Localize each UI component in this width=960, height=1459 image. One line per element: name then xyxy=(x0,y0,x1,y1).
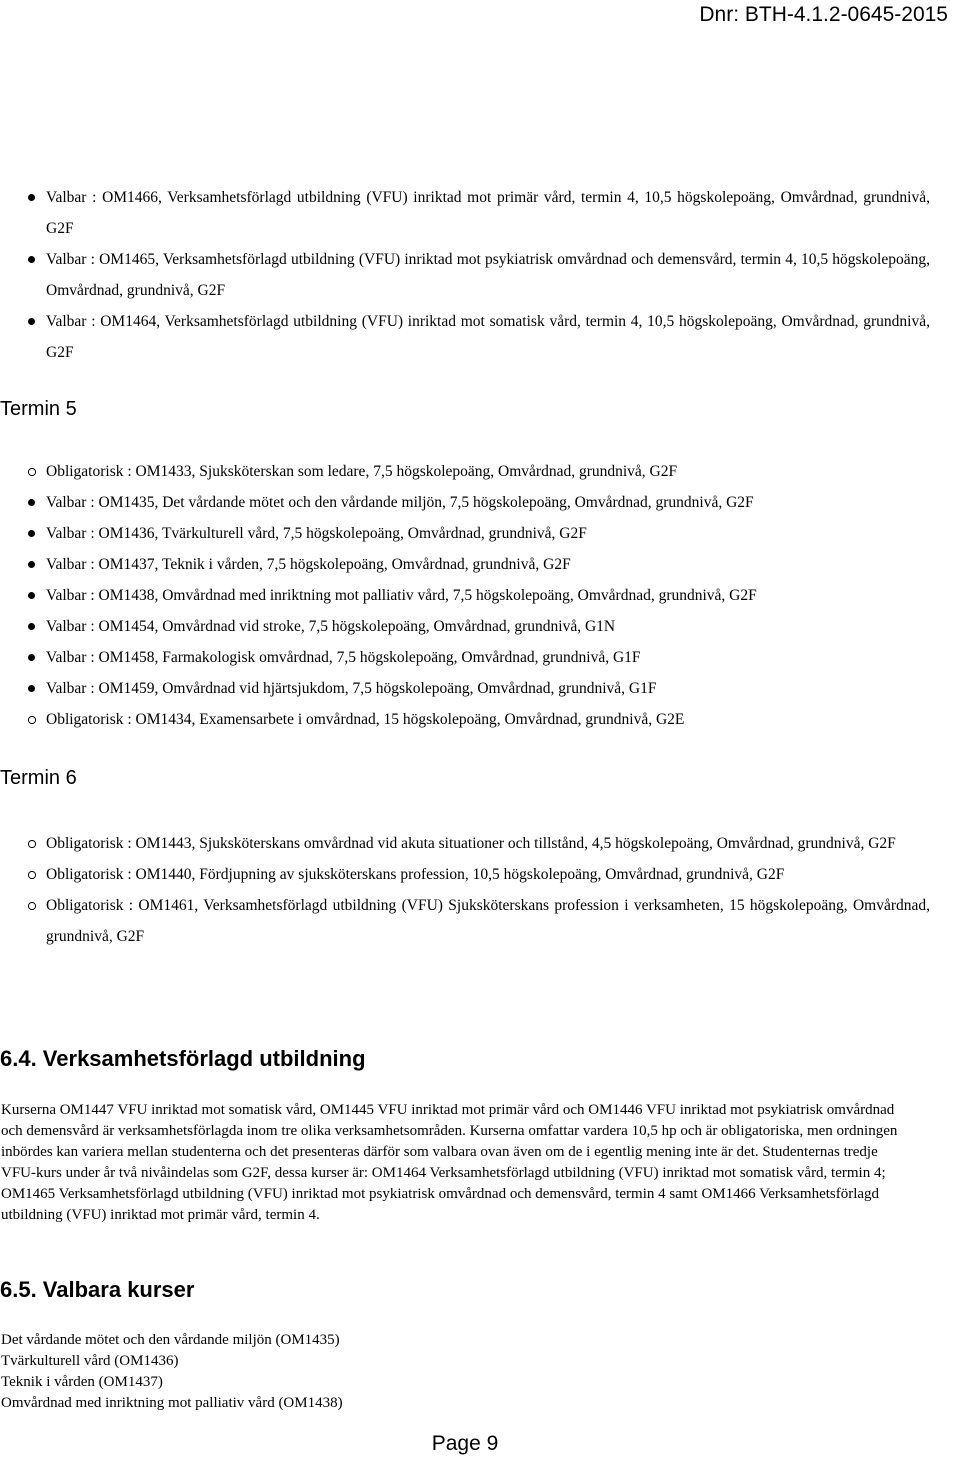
bullet-icon xyxy=(28,902,36,910)
list-item: Valbar : OM1458, Farmakologisk omvårdnad, 7,5 högskolepoäng, Omvårdnad, grundnivå, G1F xyxy=(0,642,930,673)
list-item: Omvårdnad med inriktning mot palliativ vård (OM1438) xyxy=(1,1395,343,1411)
elective-course-list xyxy=(1,1330,913,1414)
bullet-icon xyxy=(28,561,35,568)
list-item: Valbar : OM1454, Omvårdnad vid stroke, 7,5 högskolepoäng, Omvårdnad, grundnivå, G1N xyxy=(0,611,930,642)
list-item: Obligatorisk : OM1461, Verksamhetsförlagd utbildning (VFU) Sjuksköterskans profession i verksamheten, 15 högskolepoäng, Omvårdnad, grundnivå, G2F xyxy=(0,890,930,952)
bullet-icon xyxy=(28,592,35,599)
list-item: Valbar : OM1459, Omvårdnad vid hjärtsjukdom, 7,5 högskolepoäng, Omvårdnad, grundnivå, G1F xyxy=(0,673,930,704)
document-number: Dnr: BTH-4.1.2-0645-2015 xyxy=(699,3,948,26)
list-item: Valbar : OM1464, Verksamhetsförlagd utbildning (VFU) inriktad mot somatisk vård, termin 4, 10,5 högskolepoäng, Omvårdnad, grundnivå, G2F xyxy=(0,306,930,368)
bullet-icon xyxy=(28,499,35,506)
list-item: Valbar : OM1435, Det vårdande mötet och den vårdande miljön, 7,5 högskolepoäng, Omvårdnad, grundnivå, G2F xyxy=(0,487,930,518)
list-item: Obligatorisk : OM1443, Sjuksköterskans omvårdnad vid akuta situationer och tillstånd, 4,5 högskolepoäng, Omvårdnad, grundnivå, G2F xyxy=(0,828,930,859)
list-item: Obligatorisk : OM1440, Fördjupning av sjuksköterskans profession, 10,5 högskolepoäng, Omvårdnad, grundnivå, G2F xyxy=(0,859,930,890)
list-item: Det vårdande mötet och den vårdande miljön (OM1435) xyxy=(1,1332,340,1348)
list-item: Valbar : OM1438, Omvårdnad med inriktning mot palliativ vård, 7,5 högskolepoäng, Omvårdnad, grundnivå, G2F xyxy=(0,580,930,611)
bullet-icon xyxy=(28,840,36,848)
list-item: Valbar : OM1466, Verksamhetsförlagd utbildning (VFU) inriktad mot primär vård, termin 4, 10,5 högskolepoäng, Omvårdnad, grundnivå, G2F xyxy=(0,182,930,244)
list-item: Teknik i vården (OM1437) xyxy=(1,1374,163,1390)
list-item: Valbar : OM1465, Verksamhetsförlagd utbildning (VFU) inriktad mot psykiatrisk omvårdnad och demensvård, termin 4, 10,5 högskolepoäng, Omvårdnad, grundnivå, G2F xyxy=(0,244,930,306)
list-item: Obligatorisk : OM1433, Sjuksköterskan som ledare, 7,5 högskolepoäng, Omvårdnad, grundnivå, G2F xyxy=(0,456,930,487)
bullet-icon xyxy=(28,685,35,692)
termin-5-heading: Termin 5 xyxy=(0,398,77,420)
bullet-icon xyxy=(28,194,35,201)
bullet-icon xyxy=(28,716,36,724)
bullet-icon xyxy=(28,871,36,879)
bullet-icon xyxy=(28,623,35,630)
bullet-icon xyxy=(28,468,36,476)
section-6-4-paragraph: Kurserna OM1447 VFU inriktad mot somatisk vård, OM1445 VFU inriktad mot primär vård och OM1446 VFU inriktad mot psykiatrisk omvårdnad och demensvård är verksamhetsförlagda inom tre olika verksamhetsområden. Kurserna omfattar vardera 10,5 hp och är obligatoriska, men ordningen inbördes kan variera mellan studenterna och det presenteras därför som valbara ovan även om de i egentlig mening inte är det. Studenternas tredje VFU-kurs under år två nivåindelas som G2F, dessa kurser är: OM1464 Verksamhetsförlagd utbildning (VFU) inriktad mot somatisk vård, termin 4; OM1465 Verksamhetsförlagd utbildning (VFU) inriktad mot psykiatrisk omvårdnad och demensvård, termin 4 samt OM1466 Verksamhetsförlagd utbildning (VFU) inriktad mot primär vård, termin 4. xyxy=(1,1102,898,1223)
bullet-icon xyxy=(28,318,35,325)
course-list-termin-5 xyxy=(0,456,930,735)
bullet-icon xyxy=(28,654,35,661)
course-list-termin-4 xyxy=(0,182,930,368)
bullet-icon xyxy=(28,530,35,537)
list-item: Tvärkulturell vård (OM1436) xyxy=(1,1353,179,1369)
list-item: Obligatorisk : OM1434, Examensarbete i omvårdnad, 15 högskolepoäng, Omvårdnad, grundnivå, G2E xyxy=(0,704,930,735)
course-list-termin-6 xyxy=(0,828,930,952)
section-6-5-heading: 6.5. Valbara kurser xyxy=(0,1277,195,1302)
list-item: Valbar : OM1436, Tvärkulturell vård, 7,5 högskolepoäng, Omvårdnad, grundnivå, G2F xyxy=(0,518,930,549)
page-number: Page 9 xyxy=(431,1432,499,1455)
bullet-icon xyxy=(28,256,35,263)
section-6-4-heading: 6.4. Verksamhetsförlagd utbildning xyxy=(0,1046,366,1071)
list-item: Valbar : OM1437, Teknik i vården, 7,5 högskolepoäng, Omvårdnad, grundnivå, G2F xyxy=(0,549,930,580)
termin-6-heading: Termin 6 xyxy=(0,767,77,789)
